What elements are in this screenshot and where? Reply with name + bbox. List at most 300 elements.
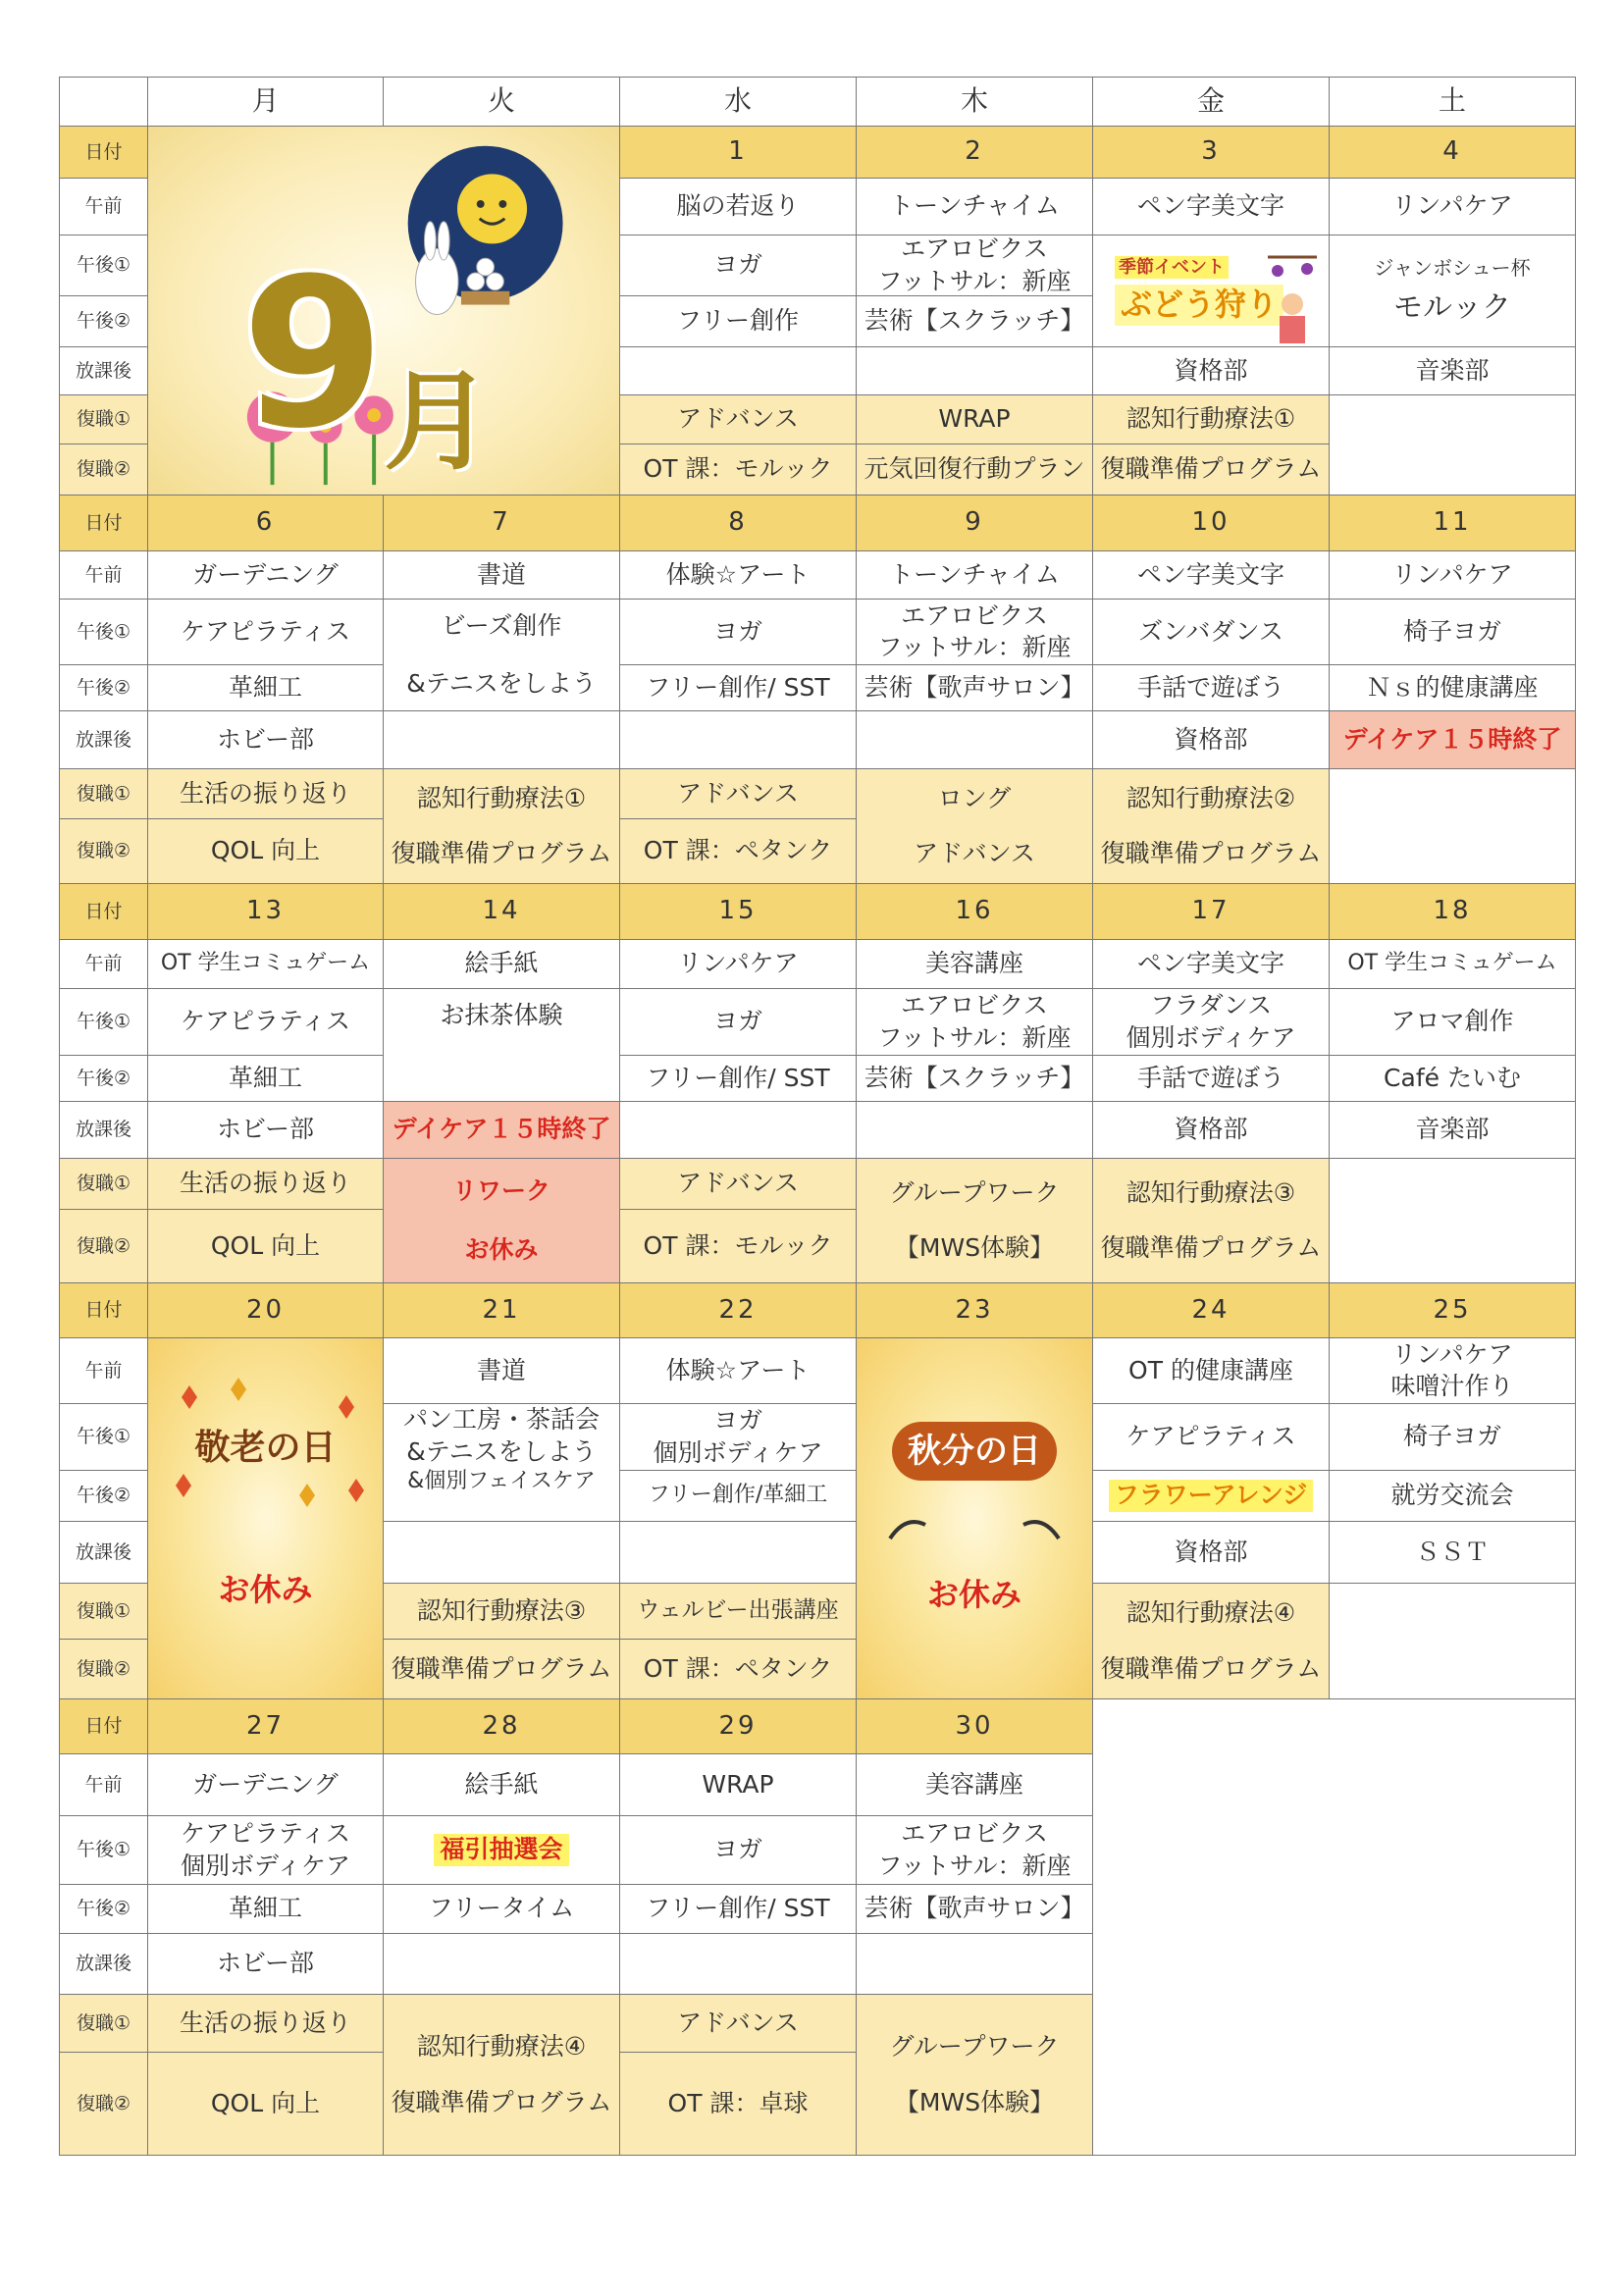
pm2-fri [1093, 665, 1330, 711]
cell-text: 復職準備プログラム [391, 1653, 612, 1683]
cell-text: 美容講座 [924, 949, 1023, 978]
cell-text: グループワーク [889, 2032, 1060, 2061]
cell-text: リンパケア [1391, 1339, 1513, 1369]
month-kanji: 月 [384, 359, 492, 485]
pm1-mon [148, 600, 384, 665]
row-label: 放課後 [75, 728, 131, 751]
cell-text: フリー創作/ SST [646, 1063, 830, 1092]
fk2-mon [148, 819, 384, 884]
row-label-fk1 [59, 769, 148, 819]
am-wed [620, 1338, 857, 1404]
cell-text: ＳＳＴ [1415, 1537, 1490, 1566]
cell-text: 復職準備プログラム [1100, 839, 1322, 867]
fk-sat-empty [1330, 1584, 1576, 1699]
date-number: 3 [1201, 136, 1221, 167]
weekday-header-sat [1330, 77, 1576, 127]
cell-text: 生活の振り返り [179, 2008, 351, 2037]
fk-sat-empty [1330, 395, 1576, 496]
weekday-header-wed [620, 77, 857, 127]
cell-text: 音楽部 [1415, 355, 1490, 385]
cell-text: ホビー部 [216, 724, 314, 754]
am-wed [620, 1754, 857, 1816]
fk2-wed [620, 444, 857, 496]
cell-text: エアロビクス [901, 235, 1048, 263]
date-number: 17 [1191, 896, 1230, 926]
date-number: 23 [955, 1294, 994, 1325]
fk2-tue [384, 1640, 620, 1699]
cell-text: &個別フェイスケア [407, 1469, 596, 1493]
cell-text: リンパケア [1391, 559, 1513, 589]
cell-text: 個別ボディケア [653, 1437, 823, 1467]
date-number: 14 [482, 896, 521, 926]
date-number: 16 [955, 896, 994, 926]
row-label: 午前 [84, 1359, 123, 1382]
cell-text: ケアピラティス [1126, 1422, 1296, 1451]
empty-fri-sat-week5 [1093, 1699, 1576, 2156]
cell-text: 芸術【歌声サロン】 [864, 1894, 1085, 1923]
cell-text: 認知行動療法④ [416, 2032, 587, 2061]
row-label: 復職① [76, 1173, 131, 1195]
am-fri [1093, 940, 1330, 989]
date-number: 6 [255, 507, 276, 538]
holiday-thu [857, 1338, 1093, 1699]
row-label: 午後② [76, 1485, 131, 1507]
cell-text: エアロビクス [901, 600, 1048, 630]
cell-text: ケアピラティス [180, 1007, 350, 1036]
weekday-header-thu [857, 77, 1093, 127]
after-sat-notice [1330, 711, 1576, 769]
row-label-pm1 [59, 600, 148, 665]
holiday-name: 秋分の日 [892, 1422, 1057, 1481]
am-fri [1093, 1338, 1330, 1404]
cell-text: フリー創作/ SST [646, 1894, 830, 1923]
pm2-fri [1093, 1471, 1330, 1522]
row-label-fk1 [59, 1995, 148, 2053]
cell-text: 革細工 [228, 1894, 302, 1923]
row-label-am [59, 1754, 148, 1816]
row-label-after [59, 1102, 148, 1159]
cell-text: アドバンス [677, 404, 799, 434]
cell-text: 個別ボディケア [1126, 1022, 1296, 1052]
cell-text: ウェルビー出張講座 [637, 1597, 839, 1624]
cell-text: 脳の若返り [676, 191, 800, 221]
cell-text: 革細工 [228, 672, 302, 702]
row-label: 午前 [84, 953, 123, 975]
row-label: 午後② [76, 676, 131, 699]
cell-text: フリータイム [428, 1894, 575, 1923]
cell-text: 絵手紙 [464, 1769, 539, 1799]
row-label-fk2 [59, 2053, 148, 2156]
fk1-mon [148, 769, 384, 819]
fk2-wed [620, 819, 857, 884]
date-cell-thu [857, 884, 1093, 940]
row-label-after [59, 347, 148, 395]
am-mon [148, 940, 384, 989]
cell-text: ヨガ [712, 1406, 762, 1435]
am-tue [384, 1754, 620, 1816]
cell-text: 認知行動療法③ [416, 1595, 587, 1625]
pm-sat [1330, 235, 1576, 347]
am-sat [1330, 179, 1576, 235]
cell-text: 書道 [476, 559, 526, 589]
pm1-wed [620, 1404, 857, 1471]
row-label: 午後② [76, 310, 131, 333]
cell-text: お休み [464, 1235, 539, 1264]
date-number: 18 [1433, 896, 1472, 926]
cell-text: エアロビクス [901, 991, 1048, 1019]
cell-text: 生活の振り返り [179, 1169, 351, 1198]
cell-text: ジャンボシュー杯 [1374, 256, 1531, 280]
cell-text: フリー創作 [676, 306, 799, 336]
row-label-pm1 [59, 235, 148, 296]
pm1-thu [857, 1816, 1093, 1885]
row-label: 復職① [76, 1599, 131, 1622]
pm2-thu [857, 1885, 1093, 1934]
month-number: 9 [241, 234, 386, 474]
cell-text: アロマ創作 [1390, 1007, 1514, 1036]
pm-tue [384, 1404, 620, 1522]
cell-text: ペン字美文字 [1136, 949, 1284, 978]
row-label: 放課後 [75, 1540, 131, 1563]
cell-text: リンパケア [1391, 191, 1513, 221]
row-label: 復職① [76, 2011, 131, 2034]
pm2-fri [1093, 1056, 1330, 1102]
weekday-label: 金 [1196, 84, 1225, 118]
row-label: 午後② [76, 1898, 131, 1920]
cell-text: 資格部 [1174, 724, 1248, 754]
row-label-pm2 [59, 1471, 148, 1522]
fk2-fri [1093, 444, 1330, 496]
cell-text: ガーデニング [192, 559, 339, 589]
cell-text: ズンバダンス [1138, 616, 1283, 646]
row-label: 日付 [84, 1299, 123, 1322]
date-number: 11 [1433, 507, 1472, 538]
cell-text: リンパケア [677, 949, 799, 978]
cell-text: 手話で遊ぼう [1136, 672, 1284, 702]
am-tue [384, 1338, 620, 1404]
weekday-label: 火 [487, 84, 515, 118]
fk1-wed [620, 395, 857, 444]
row-label-am [59, 1338, 148, 1404]
pm1-sat [1330, 989, 1576, 1056]
cell-text: 復職準備プログラム [1100, 1653, 1322, 1683]
date-number: 13 [245, 896, 286, 926]
cell-text: トーンチャイム [889, 191, 1060, 221]
row-label-pm1 [59, 989, 148, 1056]
date-cell-thu [857, 496, 1093, 551]
row-label-date [59, 1699, 148, 1754]
am-thu [857, 940, 1093, 989]
after-thu [857, 1102, 1093, 1159]
cell-text: ホビー部 [216, 1949, 314, 1978]
date-number: 28 [482, 1710, 521, 1741]
cell-text: 手話で遊ぼう [1136, 1063, 1284, 1092]
row-label-pm2 [59, 665, 148, 711]
row-label-date [59, 884, 148, 940]
am-sat [1330, 551, 1576, 600]
cell-text: フラワーアレンジ [1109, 1480, 1314, 1512]
fk-fri [1093, 1159, 1330, 1283]
row-label: 午前 [84, 563, 123, 586]
date-cell-wed [620, 127, 857, 179]
cell-text: 復職準備プログラム [391, 2087, 612, 2116]
row-label-date [59, 496, 148, 551]
date-cell-mon [148, 496, 384, 551]
date-number: 15 [718, 896, 758, 926]
date-number: 30 [955, 1710, 994, 1741]
cell-text: アドバンス [677, 1169, 799, 1198]
row-label-fk1 [59, 1159, 148, 1210]
date-cell-tue [384, 884, 620, 940]
cell-text: Café たいむ [1384, 1063, 1521, 1092]
pm2-tue [384, 1885, 620, 1934]
date-cell-sat [1330, 884, 1576, 940]
row-label: 午後② [76, 1067, 131, 1089]
after-fri [1093, 347, 1330, 395]
cell-text: 芸術【スクラッチ】 [864, 306, 1085, 336]
fk2-mon [148, 2053, 384, 2156]
date-cell-tue [384, 496, 620, 551]
cell-text: フラダンス [1149, 991, 1273, 1019]
cell-text: 体験☆アート [665, 559, 811, 589]
date-cell-sat [1330, 127, 1576, 179]
date-cell-fri [1093, 1283, 1330, 1338]
date-number: 20 [245, 1294, 286, 1325]
pm2-thu [857, 665, 1093, 711]
am-tue [384, 551, 620, 600]
cell-text: ビーズ創作 [441, 611, 562, 640]
cell-text: デイケア１５時終了 [1342, 724, 1562, 754]
fk2-wed [620, 1640, 857, 1699]
cell-text: 認知行動療法② [1126, 783, 1296, 812]
cell-text: 美容講座 [924, 1769, 1023, 1799]
cell-text: ヨガ [712, 1835, 762, 1864]
date-number: 21 [482, 1294, 521, 1325]
cell-text: Ｎｓ的健康講座 [1366, 672, 1539, 702]
cell-text: フリー創作/ SST [646, 672, 830, 702]
cell-text: 芸術【歌声サロン】 [864, 672, 1085, 702]
am-sat [1330, 940, 1576, 989]
month-badge-cell [148, 127, 620, 496]
fk1-wed [620, 1995, 857, 2053]
am-mon [148, 1754, 384, 1816]
pm2-wed [620, 296, 857, 347]
date-cell-wed [620, 496, 857, 551]
row-label: 午後① [76, 1426, 131, 1448]
after-wed [620, 711, 857, 769]
holiday-off-label: お休み [926, 1575, 1021, 1613]
cell-text: 革細工 [228, 1063, 302, 1092]
date-number: 25 [1433, 1294, 1472, 1325]
row-label: 復職② [76, 2092, 131, 2114]
pm1-fri [1093, 989, 1330, 1056]
fk-fri [1093, 769, 1330, 884]
after-tue-notice [384, 1102, 620, 1159]
cell-text: WRAP [938, 404, 1011, 434]
date-cell-mon [148, 1699, 384, 1754]
cell-text: QOL 向上 [210, 2088, 321, 2117]
cell-text: 認知行動療法① [1126, 404, 1296, 434]
row-label: 放課後 [75, 359, 131, 382]
holiday-mon [148, 1338, 384, 1699]
row-label: 午前 [84, 1773, 123, 1796]
fk1-wed [620, 769, 857, 819]
row-label: 日付 [84, 1715, 123, 1738]
row-label: 日付 [84, 140, 123, 163]
date-cell-thu [857, 127, 1093, 179]
fk2-wed [620, 2053, 857, 2156]
cell-text: 音楽部 [1415, 1115, 1490, 1144]
grape-picking-icon [1264, 249, 1321, 347]
date-cell-mon [148, 1283, 384, 1338]
fk-tue [384, 1995, 620, 2156]
fk1-mon [148, 1159, 384, 1210]
am-tue [384, 940, 620, 989]
cell-text: 書道 [476, 1355, 526, 1384]
row-label-pm2 [59, 1885, 148, 1934]
after-wed [620, 1934, 857, 1995]
date-cell-tue [384, 1283, 620, 1338]
row-label-pm2 [59, 296, 148, 347]
date-cell-fri [1093, 127, 1330, 179]
after-wed [620, 1522, 857, 1584]
row-label-fk2 [59, 1640, 148, 1699]
cell-text: 福引抽選会 [434, 1834, 568, 1866]
cell-text: 資格部 [1174, 355, 1248, 385]
weekday-header-tue [384, 77, 620, 127]
row-label-am [59, 179, 148, 235]
cell-text: OT 課：モルック [643, 454, 833, 484]
cell-text: OT 学生コミュゲーム [160, 951, 371, 976]
pm1-mon [148, 989, 384, 1056]
pm1-fri [1093, 1404, 1330, 1471]
date-cell-sat [1330, 496, 1576, 551]
am-sat [1330, 1338, 1576, 1404]
am-fri [1093, 551, 1330, 600]
row-label: 午後① [76, 254, 131, 277]
row-label: 午前 [84, 195, 123, 218]
row-label: 午後① [76, 1839, 131, 1861]
cell-text: 絵手紙 [464, 949, 539, 978]
row-label-date [59, 1283, 148, 1338]
pm2-wed [620, 1885, 857, 1934]
row-label: 放課後 [75, 1953, 131, 1975]
seasonal-event-cell [1093, 235, 1330, 347]
cell-text: OT 学生コミュゲーム [1347, 951, 1557, 976]
cell-text: リワーク [451, 1175, 550, 1205]
pm1-sat [1330, 600, 1576, 665]
cell-text: ホビー部 [216, 1115, 314, 1144]
cell-text: ケアピラティス [180, 616, 350, 646]
ohagi-icon [886, 1515, 1063, 1544]
row-label: 復職② [76, 1657, 131, 1680]
fk-fri [1093, 1584, 1330, 1699]
date-number: 7 [492, 507, 511, 538]
cell-text: パン工房・茶話会 [402, 1405, 600, 1434]
am-thu [857, 1754, 1093, 1816]
weekday-label: 木 [960, 84, 988, 118]
cell-text: 元気回復行動プラン [864, 454, 1085, 484]
date-number: 10 [1191, 507, 1230, 538]
cell-text: モルック [1393, 290, 1511, 325]
pm2-sat [1330, 1056, 1576, 1102]
cell-text: フットサル：新座 [877, 1851, 1072, 1880]
after-mon [148, 1934, 384, 1995]
row-label: 放課後 [75, 1119, 131, 1141]
date-cell-tue [384, 1699, 620, 1754]
pm1-thu [857, 600, 1093, 665]
after-thu [857, 1934, 1093, 1995]
date-cell-wed [620, 884, 857, 940]
pm1-thu [857, 235, 1093, 296]
row-label: 復職① [76, 782, 131, 805]
weekday-label: 月 [251, 84, 280, 118]
pm2-mon [148, 1056, 384, 1102]
after-sat [1330, 347, 1576, 395]
pm1-mon [148, 1816, 384, 1885]
row-label-fk2 [59, 1210, 148, 1283]
event-tag: 季節イベント [1115, 256, 1229, 279]
after-fri [1093, 1522, 1330, 1584]
cell-text: トーンチャイム [889, 559, 1060, 589]
cell-text: 生活の振り返り [179, 778, 351, 808]
cell-text: WRAP [702, 1769, 774, 1799]
after-thu [857, 711, 1093, 769]
am-mon [148, 551, 384, 600]
am-thu [857, 551, 1093, 600]
after-thu [857, 347, 1093, 395]
holiday-name: 敬老の日 [194, 1428, 337, 1469]
fk2-mon [148, 1210, 384, 1283]
cell-text: OT 課：ペタンク [643, 836, 833, 865]
weekday-label: 土 [1438, 84, 1466, 118]
after-wed [620, 347, 857, 395]
cell-text: フットサル：新座 [877, 633, 1072, 661]
pm-tue [384, 989, 620, 1102]
row-label-fk2 [59, 819, 148, 884]
cell-text: アドバンス [677, 2008, 799, 2037]
cell-text: デイケア１５時終了 [392, 1115, 611, 1144]
date-cell-sat [1330, 1283, 1576, 1338]
row-label: 午後① [76, 1011, 131, 1033]
after-tue [384, 711, 620, 769]
cell-text: ペン字美文字 [1136, 191, 1284, 221]
after-mon [148, 1102, 384, 1159]
row-label-fk1 [59, 1584, 148, 1640]
fk-thu [857, 1159, 1093, 1283]
weekday-header-mon [148, 77, 384, 127]
after-fri [1093, 1102, 1330, 1159]
pm2-thu [857, 296, 1093, 347]
row-label: 復職② [76, 1234, 131, 1257]
pm2-wed [620, 1056, 857, 1102]
dango-stand-icon [461, 291, 509, 305]
pm2-mon [148, 1885, 384, 1934]
cell-text: 認知行動療法① [416, 783, 587, 812]
date-cell-fri [1093, 884, 1330, 940]
cell-text: フットサル：新座 [877, 1022, 1072, 1052]
row-label-pm1 [59, 1816, 148, 1885]
cell-text: 復職準備プログラム [1100, 1233, 1322, 1262]
cell-text: エアロビクス [901, 1819, 1048, 1848]
after-tue [384, 1934, 620, 1995]
date-cell-thu [857, 1283, 1093, 1338]
row-label-fk1 [59, 395, 148, 444]
cell-text: フリー創作/革細工 [648, 1483, 828, 1508]
cell-text: 就労交流会 [1390, 1481, 1514, 1510]
cell-text: アドバンス [677, 778, 799, 808]
fk-thu [857, 1995, 1093, 2156]
